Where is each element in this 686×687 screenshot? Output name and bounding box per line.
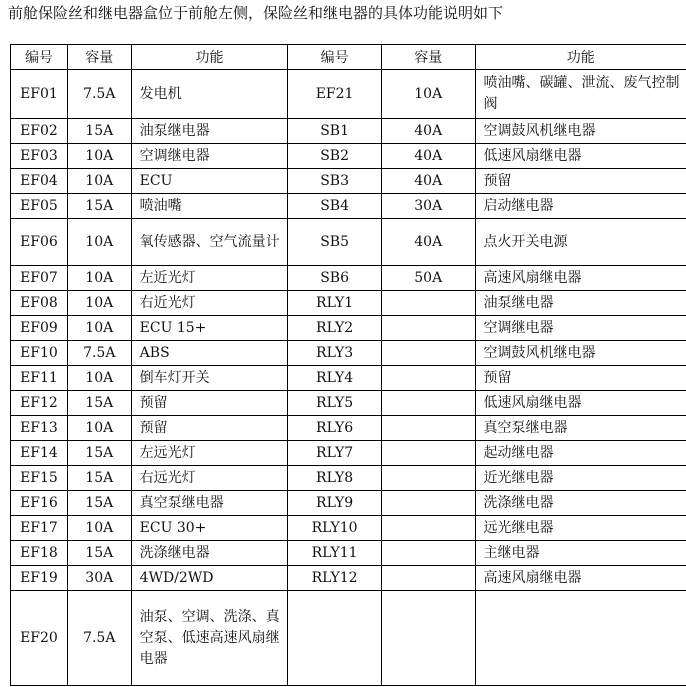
cell-fuse-number: EF15 (11, 466, 68, 491)
table-header-row (11, 45, 686, 70)
table-row (11, 144, 686, 169)
cell-item-number: RLY1 (288, 291, 382, 316)
cell-fuse-capacity: 10A (67, 291, 131, 316)
cell-fuse-function: 空调继电器 (131, 144, 288, 169)
cell-fuse-number: EF01 (11, 70, 68, 119)
cell-fuse-function: 喷油嘴 (131, 194, 288, 219)
cell-fuse-capacity: 15A (67, 391, 131, 416)
cell-item-capacity: 30A (381, 194, 475, 219)
cell-item-capacity: 40A (381, 169, 475, 194)
table-row (11, 119, 686, 144)
cell-fuse-capacity: 10A (67, 169, 131, 194)
cell-fuse-capacity: 10A (67, 266, 131, 291)
cell-fuse-capacity: 15A (67, 119, 131, 144)
header-capacity-left: 容量 (67, 45, 131, 70)
cell-item-capacity (381, 341, 475, 366)
cell-fuse-capacity: 15A (67, 441, 131, 466)
table-row (11, 516, 686, 541)
cell-item-capacity (381, 516, 475, 541)
cell-item-number: RLY12 (288, 566, 382, 591)
cell-item-number: EF21 (288, 70, 382, 119)
cell-fuse-capacity: 10A (67, 516, 131, 541)
cell-item-function: 远光继电器 (475, 516, 686, 541)
table-row (11, 266, 686, 291)
cell-fuse-function: 倒车灯开关 (131, 366, 288, 391)
table-row (11, 219, 686, 266)
cell-fuse-function: 左近光灯 (131, 266, 288, 291)
cell-item-capacity: 10A (381, 70, 475, 119)
cell-item-function: 近光继电器 (475, 466, 686, 491)
cell-fuse-number: EF05 (11, 194, 68, 219)
cell-item-capacity: 40A (381, 144, 475, 169)
cell-fuse-capacity: 10A (67, 219, 131, 266)
cell-fuse-capacity: 7.5A (67, 70, 131, 119)
cell-fuse-function: 洗涤继电器 (131, 541, 288, 566)
cell-fuse-function: ECU 30+ (131, 516, 288, 541)
cell-fuse-capacity: 10A (67, 316, 131, 341)
cell-item-number: SB5 (288, 219, 382, 266)
cell-item-function: 起动继电器 (475, 441, 686, 466)
cell-item-capacity (381, 316, 475, 341)
cell-fuse-number: EF20 (11, 591, 68, 686)
cell-fuse-function: 右近光灯 (131, 291, 288, 316)
cell-item-capacity (381, 591, 475, 686)
table-row (11, 366, 686, 391)
cell-fuse-capacity: 7.5A (67, 341, 131, 366)
cell-fuse-function: ECU 15+ (131, 316, 288, 341)
cell-item-number: SB1 (288, 119, 382, 144)
fuse-relay-table (10, 44, 686, 686)
cell-fuse-capacity: 10A (67, 416, 131, 441)
table-row (11, 70, 686, 119)
cell-item-capacity (381, 566, 475, 591)
cell-fuse-number: EF17 (11, 516, 68, 541)
table-row (11, 441, 686, 466)
cell-item-function: 低速风扇继电器 (475, 144, 686, 169)
cell-item-number: RLY5 (288, 391, 382, 416)
table-row (11, 291, 686, 316)
cell-item-capacity (381, 441, 475, 466)
cell-item-function: 低速风扇继电器 (475, 391, 686, 416)
cell-fuse-number: EF12 (11, 391, 68, 416)
cell-fuse-number: EF02 (11, 119, 68, 144)
cell-fuse-number: EF06 (11, 219, 68, 266)
table-row (11, 541, 686, 566)
cell-item-function: 喷油嘴、碳罐、泄流、废气控制阀 (475, 70, 686, 119)
cell-item-number: RLY8 (288, 466, 382, 491)
cell-item-capacity (381, 391, 475, 416)
cell-fuse-function: 氧传感器、空气流量计 (131, 219, 288, 266)
header-no-right: 编号 (288, 45, 382, 70)
cell-item-function: 高速风扇继电器 (475, 266, 686, 291)
cell-fuse-capacity: 15A (67, 491, 131, 516)
header-function-right: 功能 (475, 45, 686, 70)
cell-item-function: 空调继电器 (475, 316, 686, 341)
cell-item-capacity (381, 291, 475, 316)
cell-fuse-function: ABS (131, 341, 288, 366)
cell-item-capacity (381, 416, 475, 441)
cell-item-number: RLY10 (288, 516, 382, 541)
cell-fuse-number: EF16 (11, 491, 68, 516)
cell-fuse-capacity: 30A (67, 566, 131, 591)
cell-item-number: RLY6 (288, 416, 382, 441)
table-row (11, 491, 686, 516)
cell-item-capacity (381, 466, 475, 491)
table-row (11, 591, 686, 686)
cell-item-function: 真空泵继电器 (475, 416, 686, 441)
cell-fuse-function: 4WD/2WD (131, 566, 288, 591)
table-row (11, 316, 686, 341)
cell-fuse-function: 真空泵继电器 (131, 491, 288, 516)
header-no-left: 编号 (11, 45, 68, 70)
cell-item-number: SB6 (288, 266, 382, 291)
cell-item-number: RLY11 (288, 541, 382, 566)
cell-fuse-function: 油泵继电器 (131, 119, 288, 144)
cell-item-function: 高速风扇继电器 (475, 566, 686, 591)
cell-item-capacity: 40A (381, 219, 475, 266)
cell-item-function: 预留 (475, 366, 686, 391)
cell-fuse-capacity: 10A (67, 144, 131, 169)
cell-item-number: RLY4 (288, 366, 382, 391)
cell-item-number: SB4 (288, 194, 382, 219)
cell-fuse-capacity: 15A (67, 541, 131, 566)
cell-fuse-function: 油泵、空调、洗涤、真空泵、低速高速风扇继电器 (131, 591, 288, 686)
table-row (11, 416, 686, 441)
cell-fuse-number: EF09 (11, 316, 68, 341)
table-row (11, 169, 686, 194)
cell-item-number: RLY7 (288, 441, 382, 466)
cell-fuse-function: 发电机 (131, 70, 288, 119)
cell-fuse-capacity: 15A (67, 194, 131, 219)
cell-fuse-number: EF03 (11, 144, 68, 169)
cell-item-function: 启动继电器 (475, 194, 686, 219)
cell-item-number: RLY3 (288, 341, 382, 366)
cell-fuse-number: EF19 (11, 566, 68, 591)
cell-fuse-function: 预留 (131, 391, 288, 416)
cell-fuse-function: 左远光灯 (131, 441, 288, 466)
table-row (11, 566, 686, 591)
cell-item-function: 油泵继电器 (475, 291, 686, 316)
cell-item-capacity: 50A (381, 266, 475, 291)
cell-fuse-number: EF07 (11, 266, 68, 291)
cell-item-capacity (381, 491, 475, 516)
cell-item-capacity (381, 366, 475, 391)
cell-fuse-capacity: 7.5A (67, 591, 131, 686)
table-row (11, 194, 686, 219)
cell-item-number: RLY9 (288, 491, 382, 516)
table-row (11, 391, 686, 416)
cell-item-function: 空调鼓风机继电器 (475, 341, 686, 366)
cell-fuse-function: 预留 (131, 416, 288, 441)
cell-item-function (475, 591, 686, 686)
cell-fuse-number: EF11 (11, 366, 68, 391)
cell-fuse-number: EF04 (11, 169, 68, 194)
cell-item-number: SB3 (288, 169, 382, 194)
cell-item-number: RLY2 (288, 316, 382, 341)
cell-fuse-number: EF08 (11, 291, 68, 316)
cell-fuse-function: ECU (131, 169, 288, 194)
cell-fuse-capacity: 10A (67, 366, 131, 391)
table-row (11, 341, 686, 366)
header-capacity-right: 容量 (381, 45, 475, 70)
cell-fuse-capacity: 15A (67, 466, 131, 491)
cell-item-function: 洗涤继电器 (475, 491, 686, 516)
cell-item-function: 点火开关电源 (475, 219, 686, 266)
cell-item-capacity (381, 541, 475, 566)
cell-fuse-number: EF18 (11, 541, 68, 566)
table-row (11, 466, 686, 491)
cell-fuse-number: EF14 (11, 441, 68, 466)
header-function-left: 功能 (131, 45, 288, 70)
cell-item-function: 预留 (475, 169, 686, 194)
page-heading: 前舱保险丝和继电器盒位于前舱左侧，保险丝和继电器的具体功能说明如下 (8, 4, 504, 22)
cell-fuse-function: 右远光灯 (131, 466, 288, 491)
cell-item-number: SB2 (288, 144, 382, 169)
cell-item-function: 主继电器 (475, 541, 686, 566)
cell-item-number (288, 591, 382, 686)
cell-fuse-number: EF13 (11, 416, 68, 441)
cell-item-function: 空调鼓风机继电器 (475, 119, 686, 144)
cell-item-capacity: 40A (381, 119, 475, 144)
cell-fuse-number: EF10 (11, 341, 68, 366)
